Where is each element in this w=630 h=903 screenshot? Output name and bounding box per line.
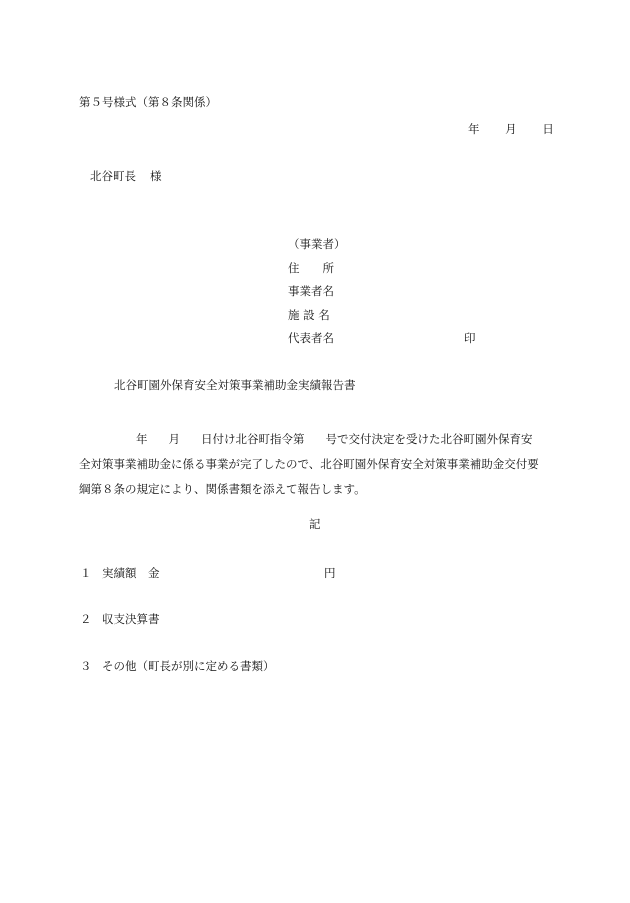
item-label: その他（町長が別に定める書類） (102, 659, 275, 673)
item-label: 実績額 金 (102, 566, 160, 580)
addressee-honorific: 様 (150, 169, 162, 183)
list-item (80, 566, 336, 580)
item-label: 収支決算書 (102, 612, 160, 626)
address-label: 住 所 (288, 260, 334, 275)
date-day-unit: 日 (542, 122, 554, 136)
facility-name-label: 施 設 名 (288, 307, 330, 322)
list-item (80, 661, 275, 673)
document-title: 北谷町園外保育安全対策事業補助金実績報告書 (114, 378, 356, 392)
item-number: ３ (80, 659, 92, 673)
body-month: 月 (168, 432, 180, 446)
form-number: 第５号様式（第８条関係） (79, 95, 217, 109)
seal-mark: 印 (464, 331, 476, 346)
date-month-unit: 月 (505, 122, 517, 136)
representative-label: 代表者名 (288, 331, 334, 346)
business-name-label: 事業者名 (288, 284, 334, 299)
representative-row (288, 333, 488, 357)
ki-heading: 記 (309, 517, 321, 531)
addressee (90, 171, 162, 183)
body-line-1a: 日付け北谷町指令第 (201, 432, 305, 446)
body-paragraph (79, 427, 551, 502)
body-year: 年 (136, 432, 148, 446)
applicant-heading: （事業者） (288, 237, 346, 251)
date-year-unit: 年 (468, 122, 480, 136)
item-number: ２ (80, 612, 92, 626)
body-line-2: 全対策事業補助金に係る事業が完了したので、北谷町園外保育安全対策事業補助金交付要 (79, 457, 539, 471)
item-number: １ (80, 566, 92, 580)
list-item (80, 614, 160, 626)
item-unit: 円 (324, 566, 336, 580)
body-line-3: 綱第８条の規定により、関係書類を添えて報告します。 (79, 482, 366, 496)
addressee-name: 北谷町長 (90, 169, 136, 183)
body-line-1b: 号で交付決定を受けた北谷町園外保育安 (325, 432, 533, 446)
date-line (468, 124, 554, 136)
body-line-1 (79, 427, 551, 452)
applicant-block (288, 239, 488, 357)
